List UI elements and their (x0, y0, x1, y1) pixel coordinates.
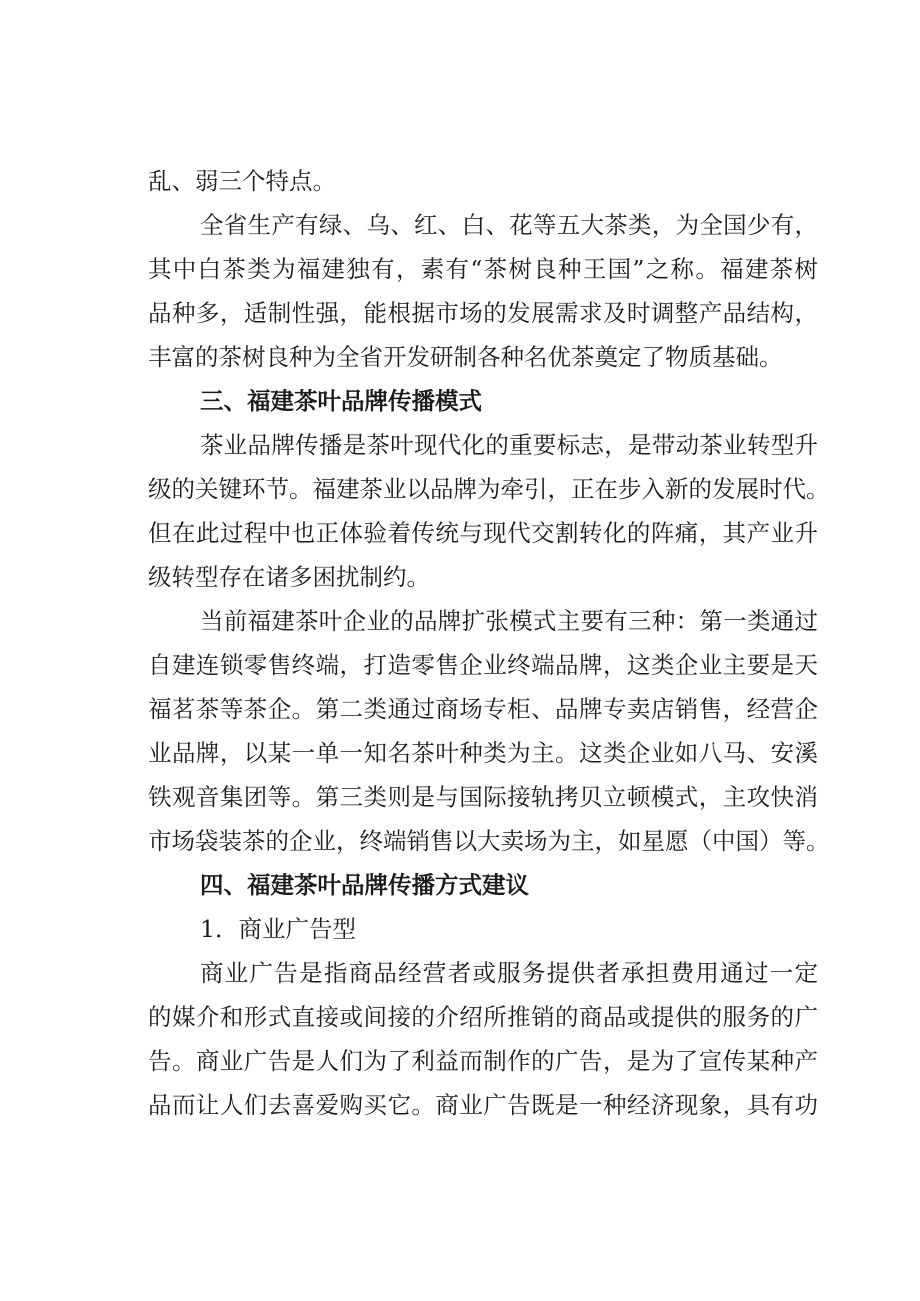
paragraph-line: 丰富的茶树良种为全省开发研制各种名优茶奠定了物质基础。 (148, 343, 783, 371)
paragraph-line: 福茗茶等茶企。第二类通过商场专柜、品牌专卖店销售，经营企 (148, 695, 818, 723)
paragraph-line: 级转型存在诸多困扰制约。 (148, 563, 430, 591)
paragraph-line: 级的关键环节。福建茶业以品牌为牵引，正在步入新的发展时代。 (148, 475, 830, 503)
paragraph-line: 市场袋装茶的企业，终端销售以大卖场为主，如星愿（中国）等。 (148, 827, 830, 855)
subsection-heading: 1．商业广告型 (200, 915, 356, 943)
paragraph-line: 品种多，适制性强，能根据市场的发展需求及时调整产品结构， (148, 299, 818, 327)
paragraph-line: 铁观音集团等。第三类则是与国际接轨拷贝立顿模式，主攻快消 (148, 783, 818, 811)
paragraph-line: 全省生产有绿、乌、红、白、花等五大茶类，为全国少有， (200, 211, 818, 239)
paragraph-line: 商业广告是指商品经营者或服务提供者承担费用通过一定 (200, 959, 818, 987)
paragraph-line: 乱、弱三个特点。 (148, 167, 336, 195)
paragraph-line: 品而让人们去喜爱购买它。商业广告既是一种经济现象，具有功 (148, 1091, 818, 1119)
paragraph-line: 自建连锁零售终端，打造零售企业终端品牌，这类企业主要是天 (148, 651, 818, 679)
paragraph-line: 当前福建茶叶企业的品牌扩张模式主要有三种：第一类通过 (200, 607, 818, 635)
paragraph-line: 但在此过程中也正体验着传统与现代交割转化的阵痛，其产业升 (148, 519, 818, 547)
paragraph-line: 茶业品牌传播是茶叶现代化的重要标志，是带动茶业转型升 (200, 431, 818, 459)
paragraph-line: 告。商业广告是人们为了利益而制作的广告，是为了宣传某种产 (148, 1047, 818, 1075)
section-heading: 四、福建茶叶品牌传播方式建议 (200, 871, 529, 899)
paragraph-line: 其中白茶类为福建独有，素有“茶树良种王国”之称。福建茶树 (148, 255, 818, 283)
paragraph-line: 的媒介和形式直接或间接的介绍所推销的商品或提供的服务的广 (148, 1003, 818, 1031)
paragraph-line: 业品牌，以某一单一知名茶叶种类为主。这类企业如八马、安溪 (148, 739, 818, 767)
section-heading: 三、福建茶叶品牌传播模式 (200, 387, 482, 415)
